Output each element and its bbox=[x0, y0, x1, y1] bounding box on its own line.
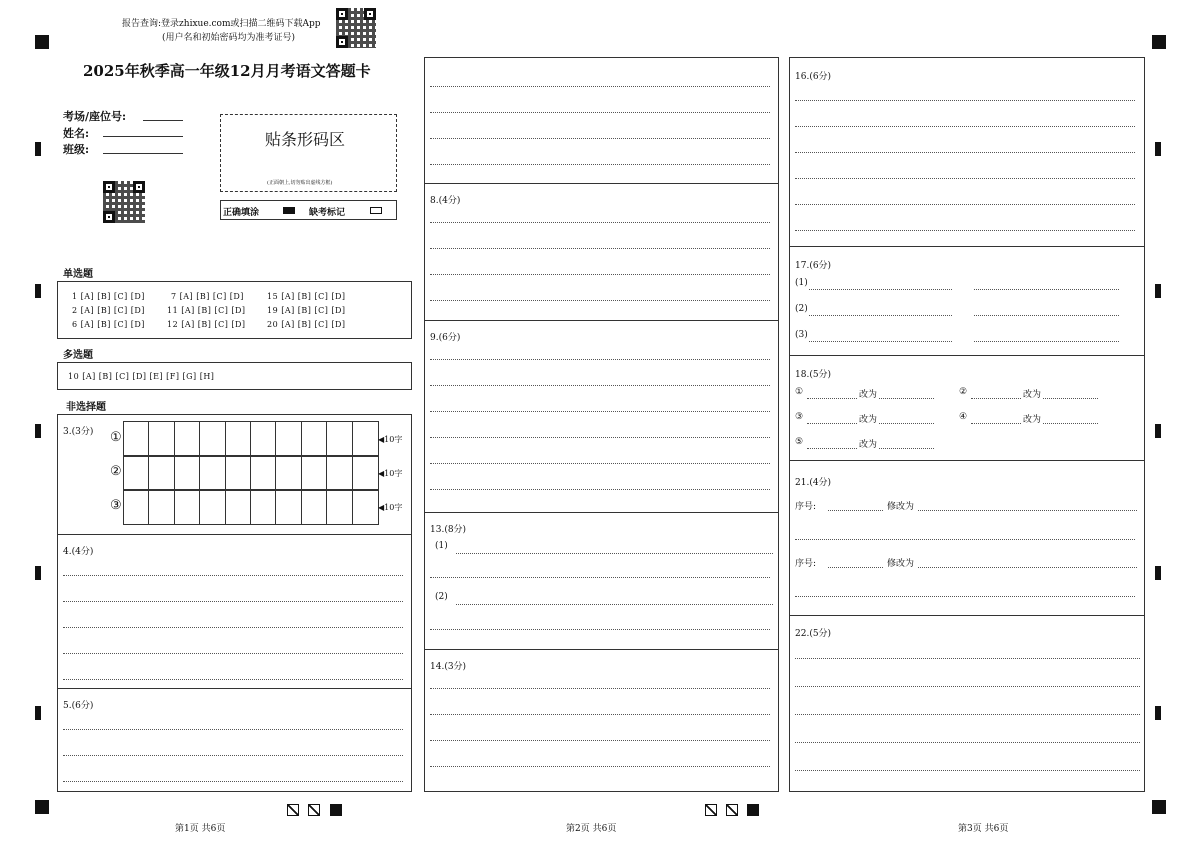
mcq-q12[interactable]: 12 [A] [B] [C] [D] bbox=[167, 320, 246, 329]
timing-mark bbox=[1155, 142, 1161, 156]
q3-limit-1: ◀10字 bbox=[378, 435, 403, 444]
q21-seq-line-1 bbox=[828, 510, 883, 511]
answer-line bbox=[63, 679, 403, 680]
page-number-2: 第2页 共6页 bbox=[566, 824, 617, 834]
q17-title: 17.(6分) bbox=[795, 261, 832, 271]
barcode-note: (正面朝上,切勿贴出虚线方框) bbox=[267, 180, 333, 186]
q13-title: 13.(8分) bbox=[430, 525, 467, 535]
q13-part2-label: (2) bbox=[435, 592, 448, 602]
q3-box bbox=[57, 414, 412, 535]
q14-title: 14.(3分) bbox=[430, 662, 467, 672]
page-number-1: 第1页 共6页 bbox=[175, 824, 226, 834]
q17-part2-label: (2) bbox=[795, 304, 808, 314]
q18-item-5-new bbox=[879, 448, 934, 449]
q18-item-3-original bbox=[807, 423, 857, 424]
q18-item-4-change: 改为 bbox=[1023, 415, 1042, 425]
barcode-area[interactable] bbox=[220, 114, 397, 192]
answer-line bbox=[430, 411, 770, 412]
absent-mark-label: 缺考标记 bbox=[309, 208, 346, 218]
timing-mark bbox=[35, 284, 41, 298]
q18-item-1: ① bbox=[795, 387, 804, 397]
q18-item-3: ③ bbox=[795, 412, 804, 422]
absent-mark-box[interactable] bbox=[370, 207, 382, 214]
q21-seq-line-2 bbox=[828, 567, 883, 568]
report-query-line: 报告查询:登录zhixue.com或扫描二维码下载App bbox=[122, 19, 321, 29]
report-query-note: (用户名和初始密码均为准考证号) bbox=[162, 33, 296, 43]
answer-line bbox=[430, 688, 770, 689]
mcq-q20[interactable]: 20 [A] [B] [C] [D] bbox=[267, 320, 346, 329]
answer-line bbox=[430, 629, 770, 630]
answer-line bbox=[795, 742, 1140, 743]
seat-label: 考场/座位号: bbox=[63, 110, 127, 123]
page-mark-hatched bbox=[705, 804, 717, 816]
answer-line bbox=[795, 178, 1135, 179]
answer-line bbox=[795, 658, 1140, 659]
q18-item-1-original bbox=[807, 398, 857, 399]
q17-part1-line-b bbox=[974, 289, 1119, 290]
q5-title: 5.(6分) bbox=[63, 701, 94, 711]
q8-box[interactable] bbox=[424, 183, 779, 321]
non-choice-heading: 非选择题 bbox=[66, 402, 106, 413]
q18-item-3-change: 改为 bbox=[859, 415, 878, 425]
q8-title: 8.(4分) bbox=[430, 196, 461, 206]
q3-marker-2: ② bbox=[110, 464, 122, 479]
page-mark-solid bbox=[747, 804, 759, 816]
answer-line bbox=[430, 766, 770, 767]
q5-box[interactable] bbox=[57, 688, 412, 792]
q18-box[interactable] bbox=[789, 355, 1145, 461]
q21-seq-label-2: 序号: bbox=[795, 559, 817, 569]
q21-fix-label-1: 修改为 bbox=[887, 502, 915, 512]
answer-line bbox=[430, 222, 770, 223]
answer-line bbox=[430, 164, 770, 165]
q16-box[interactable] bbox=[789, 57, 1145, 247]
answer-line bbox=[430, 112, 770, 113]
mcq-q19[interactable]: 19 [A] [B] [C] [D] bbox=[267, 306, 346, 315]
page-mark-hatched bbox=[308, 804, 320, 816]
q18-item-3-new bbox=[879, 423, 934, 424]
answer-line bbox=[430, 489, 770, 490]
q17-part2-line-a bbox=[809, 315, 952, 316]
barcode-title: 贴条形码区 bbox=[265, 130, 346, 149]
q17-part3-line-b bbox=[974, 341, 1119, 342]
single-choice-box bbox=[57, 281, 412, 339]
q9-box[interactable] bbox=[424, 320, 779, 513]
q3-limit-2: ◀10字 bbox=[378, 469, 403, 478]
answer-line bbox=[795, 714, 1140, 715]
corner-mark-top-right bbox=[1152, 35, 1166, 49]
q3-title: 3.(3分) bbox=[63, 427, 94, 437]
q18-item-2: ② bbox=[959, 387, 968, 397]
answer-line bbox=[430, 577, 770, 578]
answer-line bbox=[63, 653, 403, 654]
q3-grid-row-2[interactable] bbox=[123, 455, 379, 491]
q3-grid-row-1[interactable] bbox=[123, 421, 379, 457]
q18-item-1-new bbox=[879, 398, 934, 399]
answer-line bbox=[795, 100, 1135, 101]
q18-item-1-change: 改为 bbox=[859, 390, 878, 400]
fill-legend bbox=[220, 200, 397, 220]
answer-line bbox=[430, 138, 770, 139]
timing-mark bbox=[1155, 284, 1161, 298]
answer-line bbox=[795, 204, 1135, 205]
q17-part3-line-a bbox=[809, 341, 952, 342]
timing-mark bbox=[35, 424, 41, 438]
q21-fix-line-1 bbox=[918, 510, 1137, 511]
correct-fill-label: 正确填涂 bbox=[223, 208, 260, 218]
multi-choice-heading: 多选题 bbox=[63, 350, 93, 361]
q22-box[interactable] bbox=[789, 615, 1145, 792]
q18-item-4-original bbox=[971, 423, 1021, 424]
single-choice-heading: 单选题 bbox=[63, 269, 93, 280]
timing-mark bbox=[35, 706, 41, 720]
correct-fill-sample bbox=[283, 207, 295, 214]
multi-choice-box bbox=[57, 362, 412, 390]
answer-line bbox=[795, 770, 1140, 771]
mcq-q1[interactable]: 1 [A] [B] [C] [D] bbox=[72, 292, 145, 301]
q3-grid-row-3[interactable] bbox=[123, 489, 379, 525]
q13-part2-line bbox=[456, 604, 773, 605]
timing-mark bbox=[1155, 706, 1161, 720]
q3-marker-3: ③ bbox=[110, 498, 122, 513]
q18-item-4: ④ bbox=[959, 412, 968, 422]
q21-fix-line-2 bbox=[918, 567, 1137, 568]
q17-box[interactable] bbox=[789, 246, 1145, 356]
page-number-3: 第3页 共6页 bbox=[958, 824, 1009, 834]
q13-part1-line bbox=[456, 553, 773, 554]
name-field[interactable] bbox=[103, 136, 183, 137]
q18-item-2-original bbox=[971, 398, 1021, 399]
page-mark-hatched bbox=[287, 804, 299, 816]
answer-line bbox=[795, 596, 1135, 597]
answer-line bbox=[63, 755, 403, 756]
answer-line bbox=[63, 781, 403, 782]
q7-continued-box[interactable] bbox=[424, 57, 779, 184]
q17-part2-line-b bbox=[974, 315, 1119, 316]
mcq-q11[interactable]: 11 [A] [B] [C] [D] bbox=[167, 306, 246, 315]
answer-line bbox=[795, 230, 1135, 231]
q14-box[interactable] bbox=[424, 649, 779, 792]
corner-mark-top-left bbox=[35, 35, 49, 49]
timing-mark bbox=[35, 566, 41, 580]
name-label: 姓名: bbox=[63, 127, 90, 140]
student-qr-code bbox=[103, 181, 145, 223]
mcq-q7[interactable]: 7 [A] [B] [C] [D] bbox=[171, 292, 244, 301]
q17-part1-label: (1) bbox=[795, 278, 808, 288]
q17-part1-line-a bbox=[809, 289, 952, 290]
page-mark-hatched bbox=[726, 804, 738, 816]
answer-line bbox=[430, 86, 770, 87]
answer-line bbox=[63, 601, 403, 602]
q21-seq-label-1: 序号: bbox=[795, 502, 817, 512]
seat-field[interactable] bbox=[143, 120, 183, 121]
q13-box[interactable] bbox=[424, 512, 779, 650]
answer-line bbox=[63, 627, 403, 628]
corner-mark-bottom-left bbox=[35, 800, 49, 814]
answer-line bbox=[795, 126, 1135, 127]
q21-fix-label-2: 修改为 bbox=[887, 559, 915, 569]
app-qr-code[interactable] bbox=[336, 8, 376, 48]
mcq-q6[interactable]: 6 [A] [B] [C] [D] bbox=[72, 320, 145, 329]
q17-part3-label: (3) bbox=[795, 330, 808, 340]
answer-line bbox=[795, 539, 1135, 540]
q3-marker-1: ① bbox=[110, 430, 122, 445]
page-title: 2025年秋季高一年级12月月考语文答题卡 bbox=[83, 62, 371, 80]
q21-title: 21.(4分) bbox=[795, 478, 832, 488]
answer-line bbox=[430, 248, 770, 249]
answer-line bbox=[430, 437, 770, 438]
q21-box[interactable] bbox=[789, 460, 1145, 616]
answer-line bbox=[63, 575, 403, 576]
q18-title: 18.(5分) bbox=[795, 370, 832, 380]
q18-item-4-new bbox=[1043, 423, 1098, 424]
class-label: 班级: bbox=[63, 143, 90, 156]
mcq-q2[interactable]: 2 [A] [B] [C] [D] bbox=[72, 306, 145, 315]
q18-item-5: ⑤ bbox=[795, 437, 804, 447]
corner-mark-bottom-right bbox=[1152, 800, 1166, 814]
mcq-q15[interactable]: 15 [A] [B] [C] [D] bbox=[267, 292, 346, 301]
q18-item-5-change: 改为 bbox=[859, 440, 878, 450]
q4-box[interactable] bbox=[57, 534, 412, 689]
answer-line bbox=[430, 385, 770, 386]
q18-item-2-change: 改为 bbox=[1023, 390, 1042, 400]
answer-line bbox=[63, 729, 403, 730]
q3-limit-3: ◀10字 bbox=[378, 503, 403, 512]
q9-title: 9.(6分) bbox=[430, 333, 461, 343]
q16-title: 16.(6分) bbox=[795, 72, 832, 82]
answer-line bbox=[795, 686, 1140, 687]
timing-mark bbox=[35, 142, 41, 156]
answer-line bbox=[430, 714, 770, 715]
timing-mark bbox=[1155, 424, 1161, 438]
q18-item-2-new bbox=[1043, 398, 1098, 399]
class-field[interactable] bbox=[103, 153, 183, 154]
mcq-q10[interactable]: 10 [A] [B] [C] [D] [E] [F] [G] [H] bbox=[68, 372, 215, 381]
q13-part1-label: (1) bbox=[435, 541, 448, 551]
answer-line bbox=[430, 274, 770, 275]
answer-line bbox=[430, 740, 770, 741]
answer-line bbox=[430, 300, 770, 301]
q22-title: 22.(5分) bbox=[795, 629, 832, 639]
answer-line bbox=[430, 463, 770, 464]
page-mark-solid bbox=[330, 804, 342, 816]
answer-line bbox=[795, 152, 1135, 153]
q18-item-5-original bbox=[807, 448, 857, 449]
q4-title: 4.(4分) bbox=[63, 547, 94, 557]
answer-line bbox=[430, 359, 770, 360]
timing-mark bbox=[1155, 566, 1161, 580]
